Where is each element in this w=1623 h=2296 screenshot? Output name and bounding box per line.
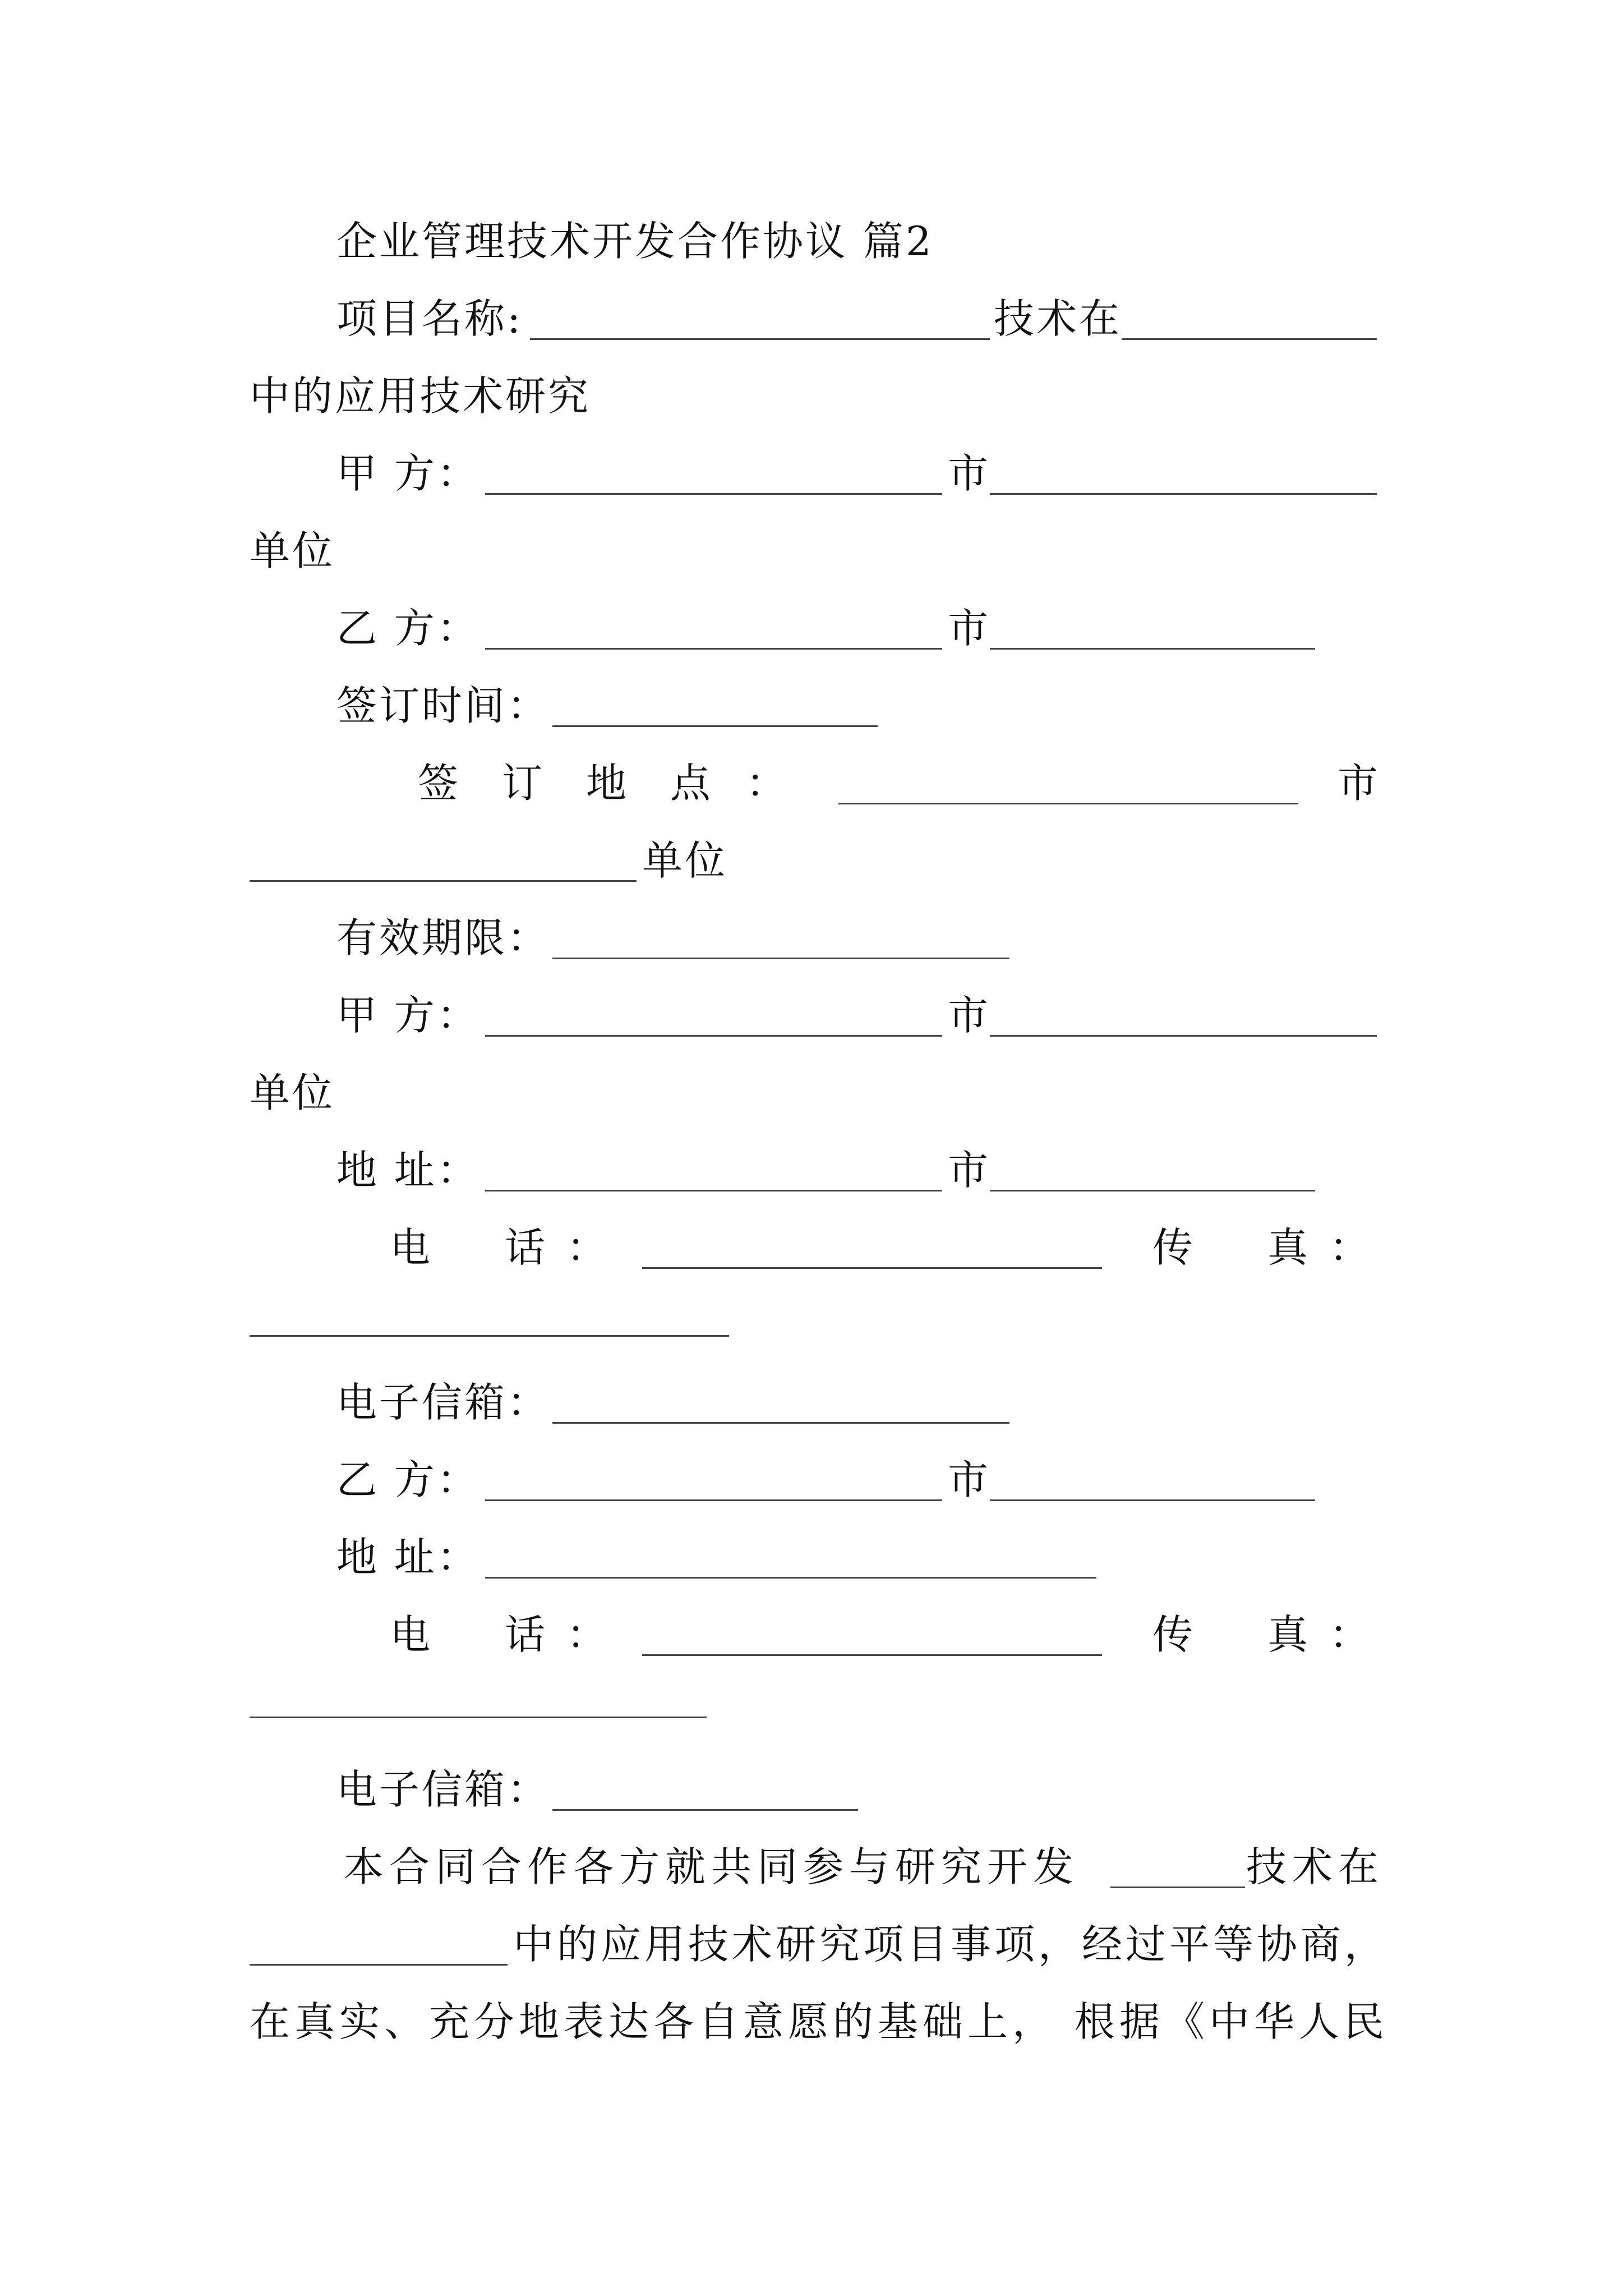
phone-b-char-2: 话 xyxy=(505,1611,546,1658)
body-line-1a: 本合同合作各方就共同参与研究开发 xyxy=(343,1843,1080,1890)
fax-b-char-2: 真 xyxy=(1267,1611,1308,1658)
address-b-blank[interactable] xyxy=(485,1577,1096,1579)
validity-blank[interactable] xyxy=(552,958,1009,959)
party-a-city-blank[interactable] xyxy=(990,493,1377,495)
email-a-blank[interactable] xyxy=(552,1422,1009,1424)
address-a-blank[interactable] xyxy=(485,1190,942,1191)
party-a2-city-label: 市 xyxy=(948,992,991,1039)
project-continuation: 中的应用技术研究 xyxy=(250,372,591,420)
phone-a-char-2: 话 xyxy=(505,1224,546,1271)
party-a-blank[interactable] xyxy=(485,493,942,495)
sign-time-blank[interactable] xyxy=(552,725,878,727)
party-b2-city-blank[interactable] xyxy=(990,1499,1315,1501)
party-b-city-blank[interactable] xyxy=(990,648,1315,650)
phone-a-char-1: 电 xyxy=(390,1224,431,1271)
document-title: 企业管理技术开发合作协议 篇2 xyxy=(336,218,934,265)
party-a-label: 甲 方： xyxy=(336,450,479,497)
party-b-label: 乙 方： xyxy=(336,605,479,652)
body-line-3: 在真实、充分地表达各自意愿的基础上， 根据《中华人民 xyxy=(250,1998,1389,2045)
party-a2-city-blank[interactable] xyxy=(990,1035,1377,1037)
party-b-city-label: 市 xyxy=(948,605,991,652)
fax-a-char-1: 传 xyxy=(1152,1224,1193,1271)
fax-b-colon: ： xyxy=(1329,1611,1370,1658)
fax-b-blank[interactable] xyxy=(250,1717,707,1718)
project-name-label: 项目名称: xyxy=(336,295,523,342)
address-a-label: 地 址： xyxy=(336,1147,479,1194)
phone-a-blank[interactable] xyxy=(642,1267,1102,1269)
sign-place-unit-label: 单位 xyxy=(642,837,728,884)
project-name-blank[interactable] xyxy=(530,338,990,340)
address-b-label: 地 址： xyxy=(336,1534,479,1581)
body-field-blank[interactable] xyxy=(250,1964,508,1966)
sign-place-char-2: 订 xyxy=(502,760,543,807)
party-a2-label: 甲 方： xyxy=(336,992,479,1039)
party-a-city-label: 市 xyxy=(948,450,991,497)
sign-place-char-1: 签 xyxy=(418,760,459,807)
fax-b-char-1: 传 xyxy=(1152,1611,1193,1658)
phone-b-blank[interactable] xyxy=(642,1654,1102,1656)
body-tech-blank[interactable] xyxy=(1110,1887,1245,1888)
party-a2-blank[interactable] xyxy=(485,1035,942,1037)
project-tech-in-label: 技术在 xyxy=(994,295,1122,342)
sign-place-char-3: 地 xyxy=(586,760,627,807)
party-b2-city-label: 市 xyxy=(948,1456,991,1503)
address-a-city-blank[interactable] xyxy=(990,1190,1315,1191)
body-line-1b: 技术在 xyxy=(1246,1843,1385,1890)
party-b2-blank[interactable] xyxy=(485,1499,942,1501)
sign-place-city-label: 市 xyxy=(1338,760,1378,807)
phone-b-colon: ： xyxy=(566,1611,607,1658)
email-b-label: 电子信箱： xyxy=(336,1766,550,1813)
fax-a-colon: ： xyxy=(1329,1224,1370,1271)
email-a-label: 电子信箱： xyxy=(336,1379,550,1426)
party-a2-unit-label: 单位 xyxy=(250,1069,335,1116)
phone-a-colon: ： xyxy=(566,1224,607,1271)
sign-place-char-4: 点 xyxy=(670,760,711,807)
body-line-2: 中的应用技术研究项目事项，经过平等协商， xyxy=(513,1921,1389,1968)
fax-a-char-2: 真 xyxy=(1267,1224,1308,1271)
party-b2-label: 乙 方： xyxy=(336,1456,479,1503)
project-field-blank[interactable] xyxy=(1122,338,1377,340)
phone-b-char-1: 电 xyxy=(390,1611,431,1658)
email-b-blank[interactable] xyxy=(552,1809,858,1811)
party-a-unit-label: 单位 xyxy=(250,527,335,574)
fax-a-blank[interactable] xyxy=(250,1335,729,1337)
sign-time-label: 签订时间： xyxy=(336,682,550,729)
sign-place-city-blank[interactable] xyxy=(250,880,637,882)
sign-place-colon: ： xyxy=(746,760,787,807)
sign-place-blank[interactable] xyxy=(838,803,1298,804)
validity-label: 有效期限： xyxy=(336,914,550,961)
address-a-city-label: 市 xyxy=(948,1147,991,1194)
party-b-blank[interactable] xyxy=(485,648,942,650)
